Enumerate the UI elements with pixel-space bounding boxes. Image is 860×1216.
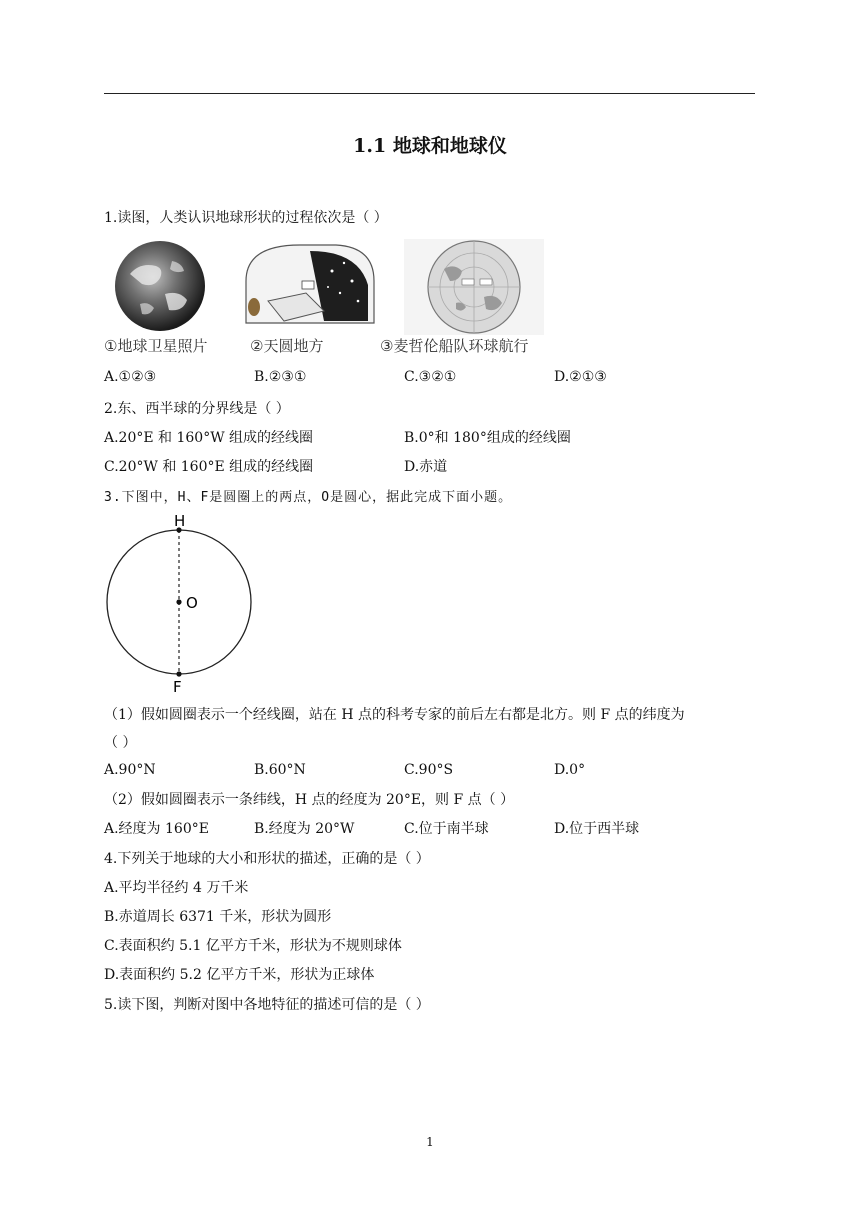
label-f: F xyxy=(173,678,182,696)
question-3-stem: 3.下图中，H、F是圆圈上的两点，O是圆心，据此完成下面小题。 xyxy=(104,490,513,505)
header-rule xyxy=(104,93,755,94)
earth-satellite-photo-icon xyxy=(110,239,210,333)
q4-option-b[interactable]: B.赤道周长 6371 千米，形状为圆形 xyxy=(104,909,332,925)
q3-1-option-a[interactable]: A.90°N xyxy=(104,762,156,778)
q1-option-b[interactable]: B.②③① xyxy=(254,369,307,385)
q3-1-option-c[interactable]: C.90°S xyxy=(404,762,454,778)
label-h: H xyxy=(174,512,186,530)
q4-option-d[interactable]: D.表面积约 5.2 亿平方千米，形状为正球体 xyxy=(104,967,375,983)
q3-sub2-stem: （2）假如圆圈表示一条纬线，H 点的经度为 20°E，则 F 点（ ） xyxy=(104,792,515,808)
q4-option-a[interactable]: A.平均半径约 4 万千米 xyxy=(104,880,249,896)
question-5-stem: 5.读下图，判断对图中各地特征的描述可信的是（ ） xyxy=(104,997,430,1013)
question-1-stem: 1.读图，人类认识地球形状的过程依次是（ ） xyxy=(104,210,388,226)
question-2-stem: 2.东、西半球的分界线是（ ） xyxy=(104,401,290,417)
q1-option-c[interactable]: C.③②① xyxy=(404,369,457,385)
page-number: 1 xyxy=(426,1135,434,1149)
point-f xyxy=(176,671,181,676)
q2-option-c[interactable]: C.20°W 和 160°E 组成的经线圈 xyxy=(104,459,314,475)
circle-diagram xyxy=(100,510,260,696)
q1-option-a[interactable]: A.①②③ xyxy=(104,369,157,385)
dome-sky-flat-earth-icon xyxy=(240,241,380,333)
picture-label-3: ③麦哲伦船队环球航行 xyxy=(380,337,529,355)
q4-option-c[interactable]: C.表面积约 5.1 亿平方千米，形状为不规则球体 xyxy=(104,938,402,954)
label-o: O xyxy=(186,594,198,612)
q1-option-d[interactable]: D.②①③ xyxy=(554,369,607,385)
q3-sub1-stem-cont: （ ） xyxy=(104,735,137,751)
point-o xyxy=(176,599,181,604)
q2-option-b[interactable]: B.0°和 180°组成的经线圈 xyxy=(404,430,571,446)
q3-2-option-b[interactable]: B.经度为 20°W xyxy=(254,821,355,837)
picture-label-1: ①地球卫星照片 xyxy=(104,337,208,355)
q3-1-option-b[interactable]: B.60°N xyxy=(254,762,306,778)
q3-2-option-c[interactable]: C.位于南半球 xyxy=(404,821,489,837)
picture-label-2: ②天圆地方 xyxy=(250,337,324,355)
q2-option-d[interactable]: D.赤道 xyxy=(404,459,448,475)
q3-sub1-stem: （1）假如圆圈表示一个经线圈，站在 H 点的科考专家的前后左右都是北方。则 F 点的纬度为 xyxy=(104,707,685,723)
q2-option-a[interactable]: A.20°E 和 160°W 组成的经线圈 xyxy=(104,430,314,446)
circumnavigation-map-icon xyxy=(404,239,544,335)
question-1-figure xyxy=(104,237,544,359)
q3-2-option-a[interactable]: A.经度为 160°E xyxy=(104,821,209,837)
q3-2-option-d[interactable]: D.位于西半球 xyxy=(554,821,640,837)
q3-1-option-d[interactable]: D.0° xyxy=(554,762,586,778)
question-4-stem: 4.下列关于地球的大小和形状的描述，正确的是（ ） xyxy=(104,851,430,867)
page-title: 1.1 地球和地球仪 xyxy=(353,135,507,157)
